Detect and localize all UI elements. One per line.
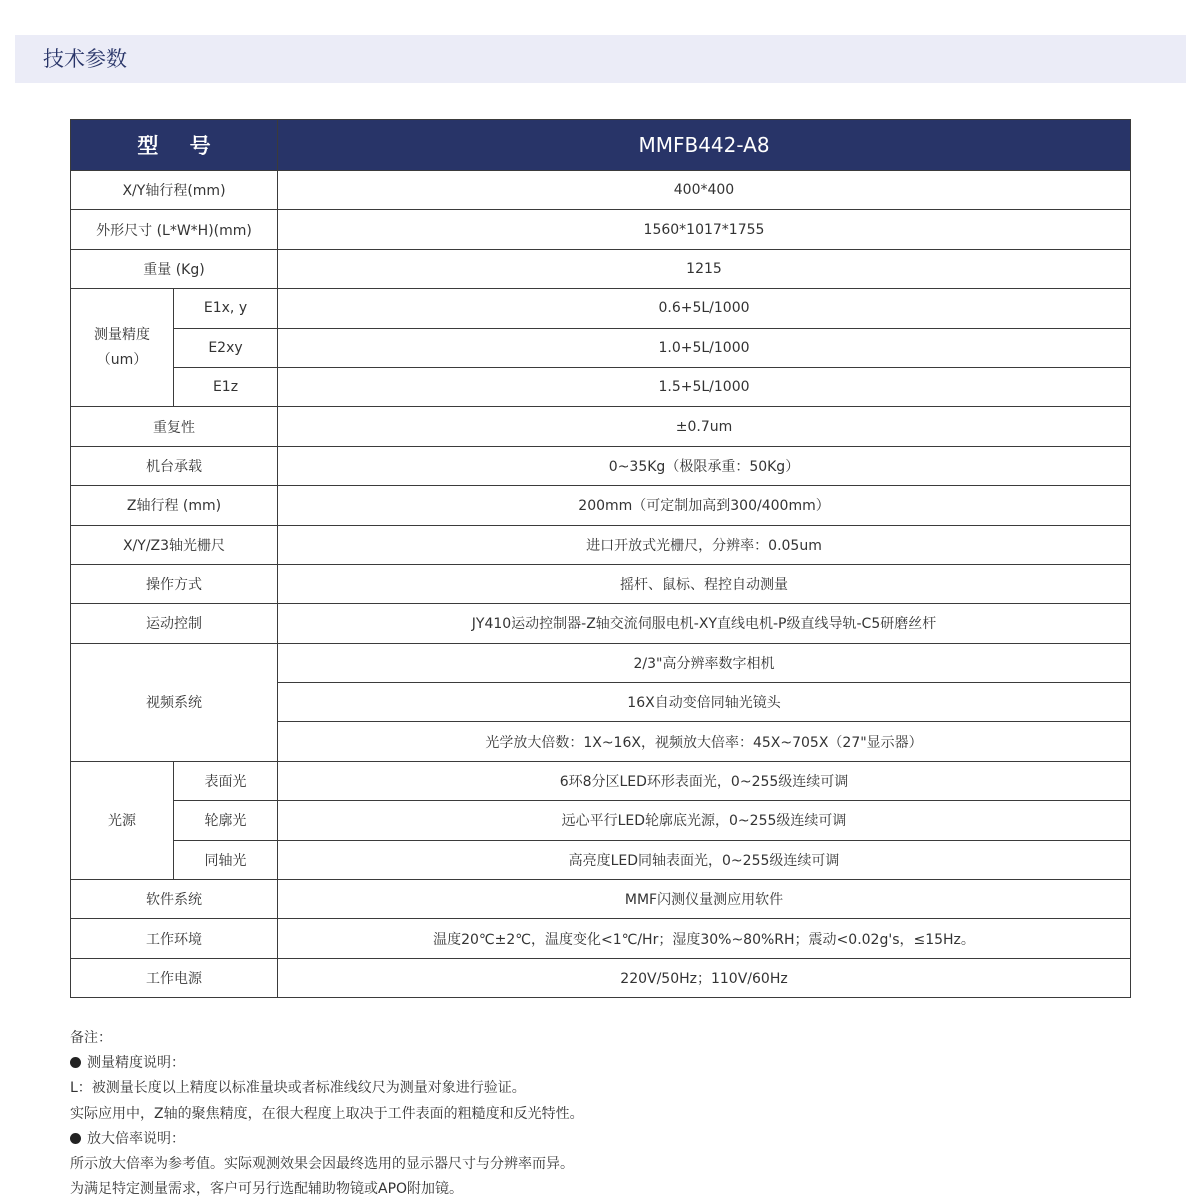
row-label-environment: 工作环境 bbox=[71, 919, 278, 958]
accuracy-label-line2: （um） bbox=[96, 351, 148, 368]
table-row bbox=[71, 289, 1131, 328]
table-row bbox=[71, 880, 1131, 919]
table-row bbox=[71, 407, 1131, 446]
accuracy-label-line1: 测量精度 bbox=[94, 326, 150, 343]
notes-accuracy-line1: L：被测量长度以上精度以标准量块或者标准线纹尺为测量对象进行验证。 bbox=[70, 1080, 526, 1097]
row-label-operation: 操作方式 bbox=[71, 564, 278, 603]
model-header-label: 型 号 bbox=[71, 120, 278, 171]
sub-label-e2xy: E2xy bbox=[174, 328, 278, 367]
row-label-video: 视频系统 bbox=[71, 643, 278, 761]
sub-value-e1z: 1.5+5L/1000 bbox=[278, 367, 1131, 406]
table-row bbox=[71, 249, 1131, 288]
row-label-motion: 运动控制 bbox=[71, 604, 278, 643]
notes-accuracy-line2: 实际应用中，Z轴的聚焦精度，在很大程度上取决于工件表面的粗糙度和反光特性。 bbox=[70, 1105, 584, 1122]
row-label-z-travel: Z轴行程 (mm) bbox=[71, 486, 278, 525]
row-value-environment: 温度20℃±2℃，温度变化<1℃/Hr；湿度30%~80%RH；震动<0.02g's，≤15Hz。 bbox=[278, 919, 1131, 958]
notes-accuracy-heading: 测量精度说明： bbox=[87, 1055, 185, 1072]
table-row bbox=[71, 367, 1131, 406]
row-value-weight: 1215 bbox=[278, 249, 1131, 288]
video-value-magnification: 光学放大倍数：1X~16X，视频放大倍率：45X~705X（27"显示器） bbox=[278, 722, 1131, 761]
row-value-operation: 摇杆、鼠标、程控自动测量 bbox=[278, 564, 1131, 603]
notes-magnification-line1: 所示放大倍率为参考值。实际观测效果会因最终选用的显示器尺寸与分辨率而异。 bbox=[70, 1155, 574, 1172]
notes-accuracy-heading-line bbox=[70, 1051, 1130, 1076]
table-row bbox=[71, 328, 1131, 367]
table-row bbox=[71, 919, 1131, 958]
table-row bbox=[71, 525, 1131, 564]
row-value-xy-travel: 400*400 bbox=[278, 171, 1131, 210]
notes-magnification-line2: 为满足特定测量需求，客户可另行选配辅助物镜或APO附加镜。 bbox=[70, 1181, 464, 1198]
spec-table bbox=[70, 119, 1131, 998]
section-header bbox=[15, 35, 1186, 83]
table-header-row bbox=[71, 120, 1131, 171]
bullet-icon bbox=[70, 1133, 81, 1144]
table-row bbox=[71, 761, 1131, 800]
table-row bbox=[71, 801, 1131, 840]
video-value-lens: 16X自动变倍同轴光镜头 bbox=[278, 683, 1131, 722]
row-value-motion: JY410运动控制器-Z轴交流伺服电机-XY直线电机-P级直线导轨-C5研磨丝杆 bbox=[278, 604, 1131, 643]
row-label-repeatability: 重复性 bbox=[71, 407, 278, 446]
row-label-xy-travel: X/Y轴行程(mm) bbox=[71, 171, 278, 210]
row-value-dimensions: 1560*1017*1755 bbox=[278, 210, 1131, 249]
row-value-load: 0~35Kg（极限承重：50Kg） bbox=[278, 446, 1131, 485]
row-value-repeatability: ±0.7um bbox=[278, 407, 1131, 446]
sub-value-contour-light: 远心平行LED轮廓底光源，0~255级连续可调 bbox=[278, 801, 1131, 840]
notes-section bbox=[70, 1026, 1130, 1199]
sub-value-e1xy: 0.6+5L/1000 bbox=[278, 289, 1131, 328]
sub-value-surface-light: 6环8分区LED环形表面光，0~255级连续可调 bbox=[278, 761, 1131, 800]
table-row bbox=[71, 958, 1131, 997]
row-label-accuracy bbox=[71, 289, 174, 407]
row-label-weight: 重量 (Kg) bbox=[71, 249, 278, 288]
bullet-icon bbox=[70, 1057, 81, 1068]
section-title: 技术参数 bbox=[43, 47, 127, 71]
sub-value-coaxial-light: 高亮度LED同轴表面光，0~255级连续可调 bbox=[278, 840, 1131, 879]
row-label-software: 软件系统 bbox=[71, 880, 278, 919]
row-value-power: 220V/50Hz；110V/60Hz bbox=[278, 958, 1131, 997]
row-label-load: 机台承载 bbox=[71, 446, 278, 485]
table-row bbox=[71, 840, 1131, 879]
table-row bbox=[71, 171, 1131, 210]
notes-title: 备注： bbox=[70, 1030, 112, 1046]
sub-label-e1xy: E1x, y bbox=[174, 289, 278, 328]
sub-label-contour-light: 轮廓光 bbox=[174, 801, 278, 840]
sub-label-e1z: E1z bbox=[174, 367, 278, 406]
row-value-z-travel: 200mm（可定制加高到300/400mm） bbox=[278, 486, 1131, 525]
video-value-camera: 2/3"高分辨率数字相机 bbox=[278, 643, 1131, 682]
table-row bbox=[71, 564, 1131, 603]
model-header-value: MMFB442-A8 bbox=[278, 120, 1131, 171]
row-label-dimensions: 外形尺寸 (L*W*H)(mm) bbox=[71, 210, 278, 249]
row-label-light: 光源 bbox=[71, 761, 174, 879]
notes-magnification-heading-line bbox=[70, 1127, 1130, 1152]
row-label-power: 工作电源 bbox=[71, 958, 278, 997]
table-row bbox=[71, 210, 1131, 249]
table-row bbox=[71, 604, 1131, 643]
notes-magnification-heading: 放大倍率说明： bbox=[87, 1130, 185, 1147]
sub-label-coaxial-light: 同轴光 bbox=[174, 840, 278, 879]
sub-label-surface-light: 表面光 bbox=[174, 761, 278, 800]
row-value-grating: 进口开放式光栅尺，分辨率：0.05um bbox=[278, 525, 1131, 564]
sub-value-e2xy: 1.0+5L/1000 bbox=[278, 328, 1131, 367]
table-row bbox=[71, 486, 1131, 525]
row-label-grating: X/Y/Z3轴光栅尺 bbox=[71, 525, 278, 564]
table-row bbox=[71, 643, 1131, 682]
table-row bbox=[71, 446, 1131, 485]
row-value-software: MMF闪测仪量测应用软件 bbox=[278, 880, 1131, 919]
